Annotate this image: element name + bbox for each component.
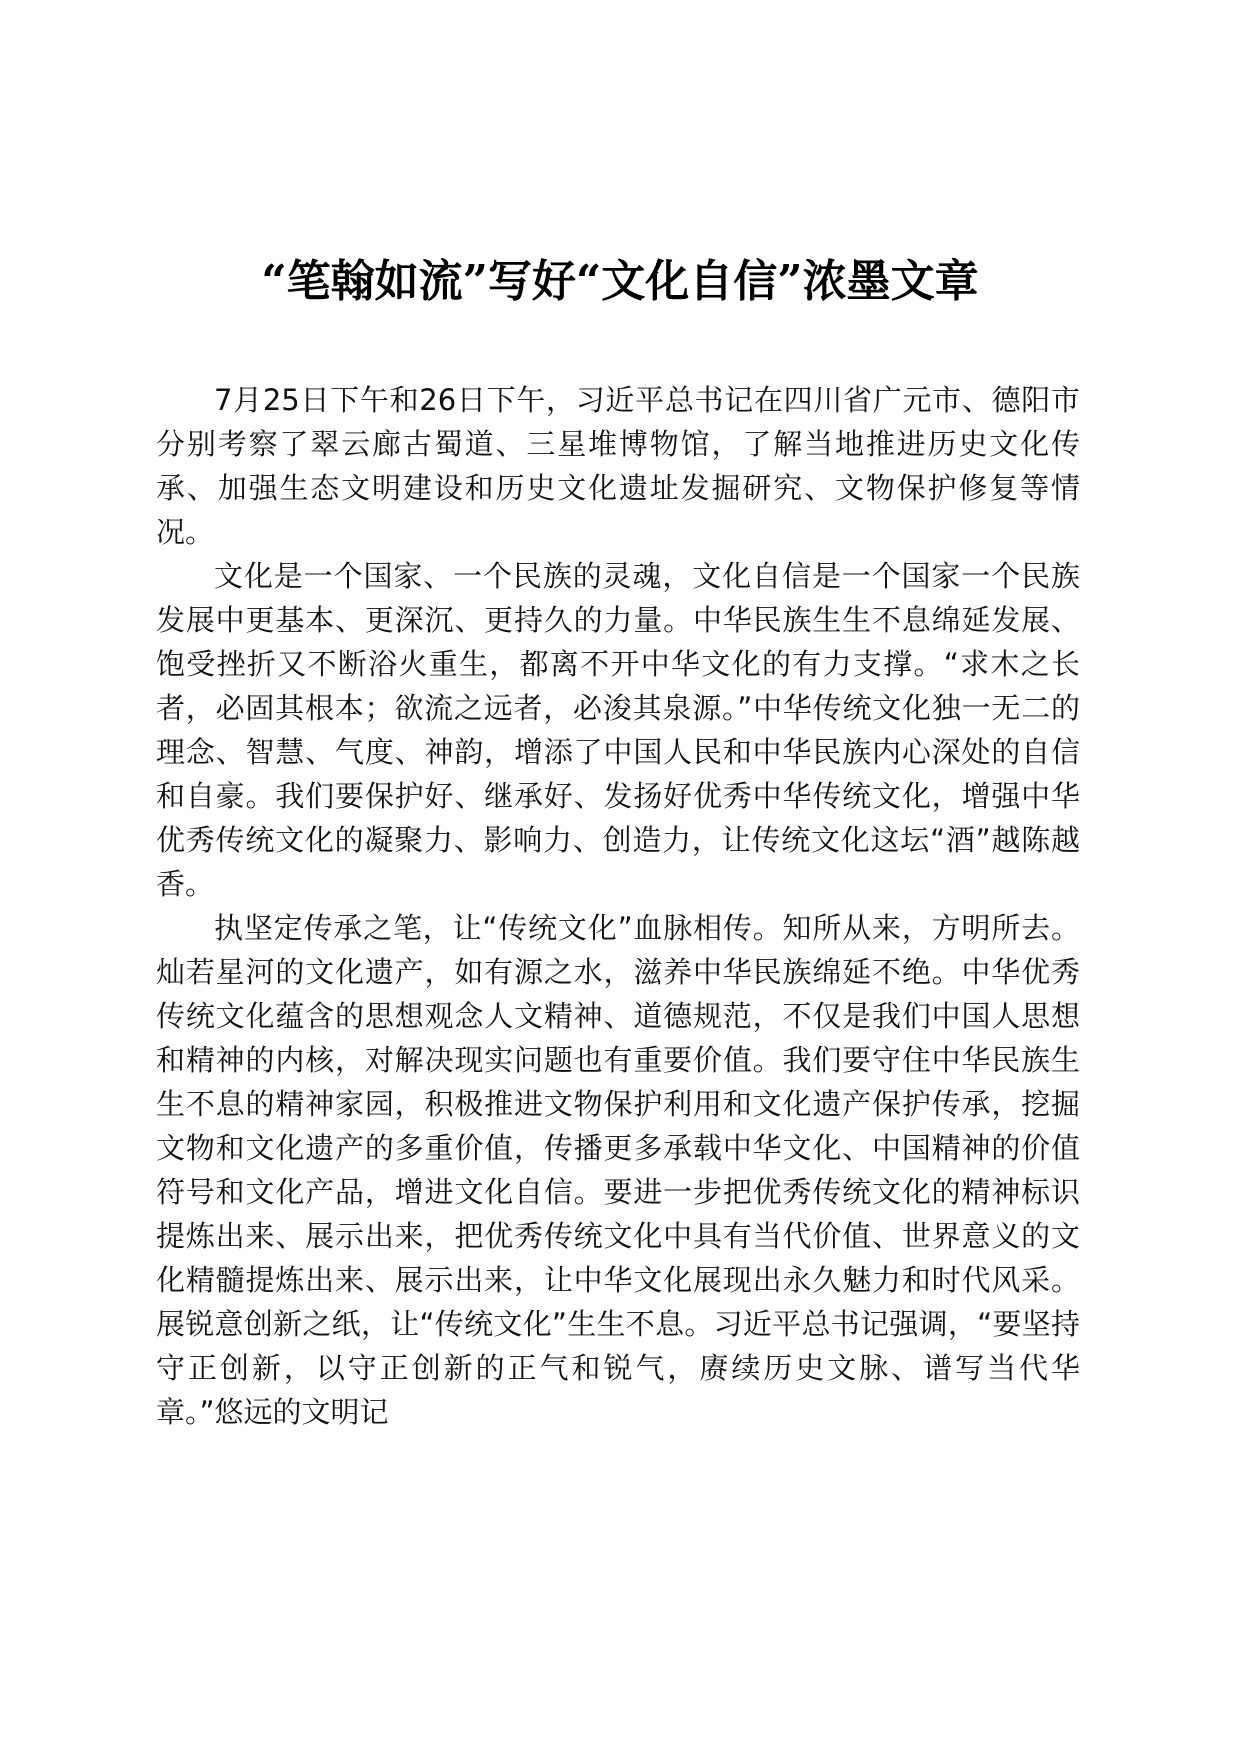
paragraph-2: 文化是一个国家、一个民族的灵魂，文化自信是一个国家一个民族发展中更基本、更深沉、更持久的力量。中华民族生生不息绵延发展、饱受挫折又不断浴火重生，都离不开中华文化的有力支撑。“求木之长者，必固其根本；欲流之远者，必浚其泉源。”中华传统文化独一无二的理念、智慧、气度、神韵，增添了中国人民和中华民族内心深处的自信和自豪。我们要保护好、继承好、发扬好优秀中华传统文化，增强中华优秀传统文化的凝聚力、影响力、创造力，让传统文化这坛“酒”越陈越香。 [156,559,1080,901]
document-title: “笔翰如流”写好“文化自信”浓墨文章 [261,256,979,307]
paragraph-1: 7月25日下午和26日下午，习近平总书记在四川省广元市、德阳市分别考察了翠云廊古蜀道、三星堆博物馆，了解当地推进历史文化传承、加强生态文明建设和历史文化遗址发掘研究、文物保护修复等情况。 [156,383,1080,549]
document-body [156,378,1080,1434]
paragraph-3: 执坚定传承之笔，让“传统文化”血脉相传。知所从来，方明所去。灿若星河的文化遗产，如有源之水，滋养中华民族绵延不绝。中华优秀传统文化蕴含的思想观念人文精神、道德规范，不仅是我们中国人思想和精神的内核，对解决现实问题也有重要价值。我们要守住中华民族生生不息的精神家园，积极推进文物保护利用和文化遗产保护传承，挖掘文物和文化遗产的多重价值，传播更多承载中华文化、中国精神的价值符号和文化产品，增进文化自信。要进一步把优秀传统文化的精神标识提炼出来、展示出来，把优秀传统文化中具有当代价值、世界意义的文化精髓提炼出来、展示出来，让中华文化展现出永久魅力和时代风采。展锐意创新之纸，让“传统文化”生生不息。习近平总书记强调，“要坚持守正创新，以守正创新的正气和锐气，赓续历史文脉、谱写当代华章。”悠远的文明记 [156,911,1080,1429]
